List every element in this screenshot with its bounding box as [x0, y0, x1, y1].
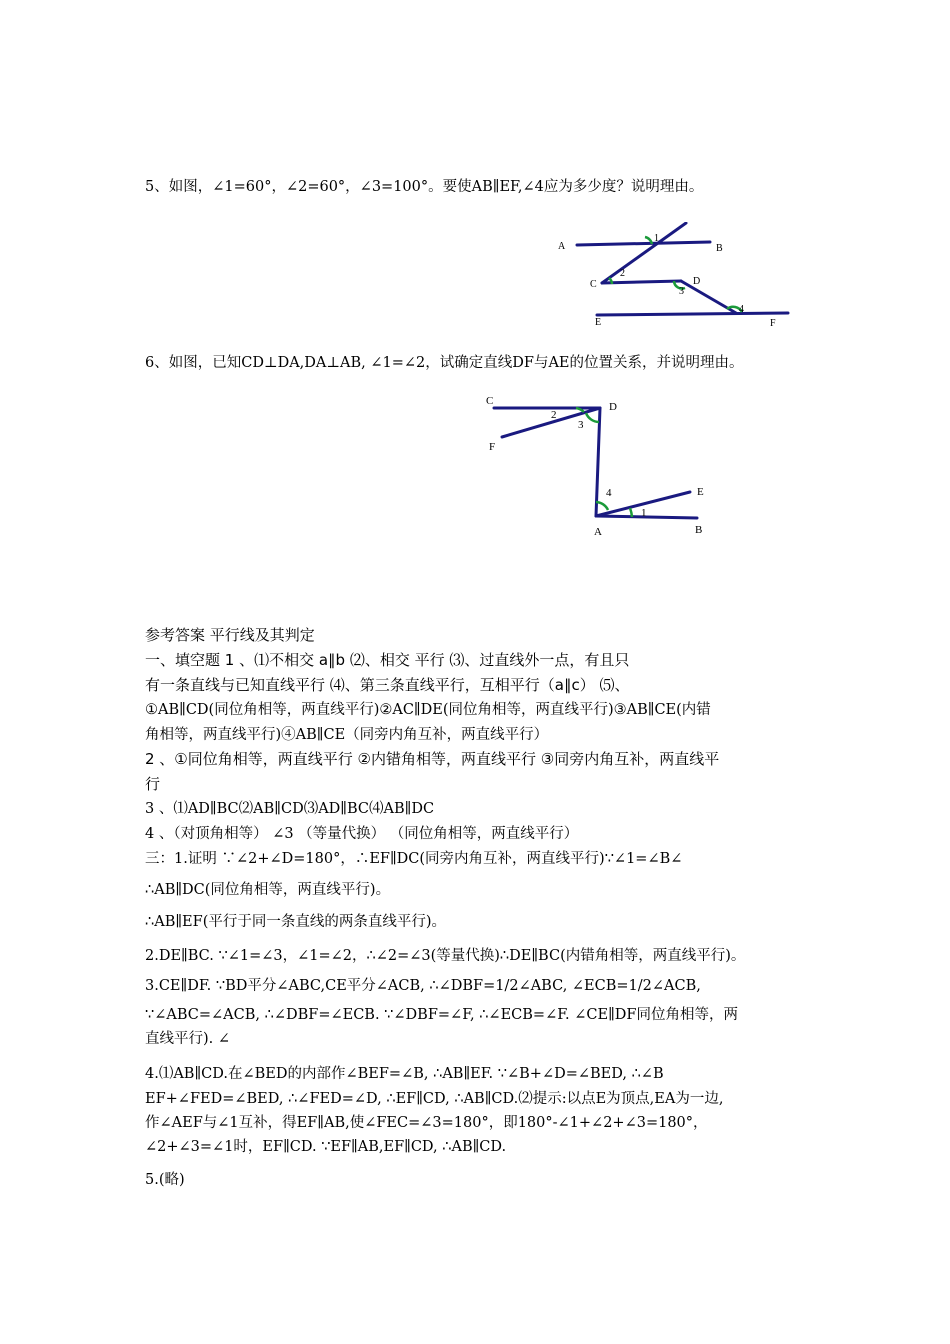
angle-3-label: 3: [679, 286, 684, 297]
answer-line: 作∠AEF与∠1互补，得EF∥AB,使∠FEC=∠3=180°，即180°-∠1+∠2+∠3=180°，: [145, 1115, 708, 1131]
answer-line: 2.DE∥BC. ∵∠1=∠3，∠1=∠2，∴∠2=∠3(等量代换)∴DE∥BC(内错角相等，两直线平行)。: [145, 948, 746, 964]
label-e: E: [595, 317, 602, 328]
label-a: A: [558, 241, 566, 252]
answer-line: 3 、⑴AD∥BC⑵AB∥CD⑶AD∥BC⑷AB∥DC: [145, 801, 435, 817]
line-ab: [577, 242, 710, 245]
segment-ab: [596, 516, 697, 518]
figure-q5: [540, 222, 790, 334]
answer-line: EF+∠FED=∠BED, ∴∠FED=∠D, ∴EF∥CD, ∴AB∥CD.⑵提示:以点E为顶点,EA为一边,: [145, 1091, 724, 1107]
question-5-text: 5、如图，∠1=60°，∠2=60°，∠3=100°。要使AB∥EF,∠4应为多少度？说明理由。: [145, 179, 704, 195]
angle-2-label: 2: [551, 409, 557, 421]
answer-line: 4 、（对顶角相等） ∠3 （等量代换） （同位角相等，两直线平行）: [145, 826, 579, 842]
angle-4-label: 4: [606, 487, 612, 499]
figure-q6: [480, 390, 720, 540]
angle-3-label: 3: [578, 419, 584, 431]
segment-cd: [602, 281, 681, 283]
answer-line: 2 、①同位角相等，两直线平行 ②内错角相等，两直线平行 ③同旁内角互补，两直线平: [145, 750, 720, 768]
answer-line: 5.(略): [145, 1172, 185, 1188]
answer-line: ∵∠ABC=∠ACB, ∴∠DBF=∠ECB. ∵∠DBF=∠F, ∴∠ECB=∠F. ∠CE∥DF同位角相等，两: [145, 1007, 738, 1023]
angle-3-arc: [586, 413, 599, 422]
label-c: C: [486, 395, 494, 407]
answer-line: 一、填空题 1 、⑴不相交 a∥b ⑵、相交 平行 ⑶、过直线外一点，有且只: [145, 651, 630, 669]
answer-line: ∴AB∥DC(同位角相等，两直线平行)。: [145, 882, 391, 898]
label-d: D: [609, 401, 617, 413]
label-d: D: [693, 276, 701, 287]
answer-line: 有一条直线与已知直线平行 ⑷、第三条直线平行，互相平行（a∥c） ⑸、: [145, 676, 630, 694]
angle-1-label: 1: [641, 507, 647, 519]
answer-line: 4.⑴AB∥CD.在∠BED的内部作∠BEF=∠B, ∴AB∥EF. ∵∠B+∠D=∠BED, ∴∠B: [145, 1066, 664, 1082]
answer-line: 行: [145, 775, 161, 793]
line-ef: [597, 313, 788, 315]
label-f: F: [770, 318, 776, 329]
answers-title: 参考答案 平行线及其判定: [145, 626, 315, 644]
answer-line: ∴AB∥EF(平行于同一条直线的两条直线平行)。: [145, 914, 447, 930]
angle-2-label: 2: [620, 268, 625, 279]
answer-line: 角相等，两直线平行)④AB∥CE（同旁内角互补，两直线平行）: [145, 727, 549, 743]
answer-line: 三：1.证明 ∵∠2+∠D=180°，∴EF∥DC(同旁内角互补，两直线平行)∵∠1=∠B∠: [145, 851, 683, 867]
answer-line: ∠2+∠3=∠1时，EF∥CD. ∵EF∥AB,EF∥CD, ∴AB∥CD.: [145, 1139, 507, 1155]
label-b: B: [716, 243, 723, 254]
angle-1-label: 1: [654, 233, 659, 244]
label-b: B: [695, 524, 703, 536]
label-f: F: [489, 441, 496, 453]
label-a: A: [594, 526, 602, 538]
segment-da: [596, 408, 600, 516]
question-6-text: 6、如图，已知CD⊥DA,DA⊥AB, ∠1=∠2，试确定直线DF与AE的位置关系，并说明理由。: [145, 355, 744, 371]
transversal-line: [602, 223, 686, 283]
label-e: E: [697, 486, 704, 498]
angle-4-label: 4: [739, 304, 744, 315]
answer-line: 3.CE∥DF. ∵BD平分∠ABC,CE平分∠ACB, ∴∠DBF=1/2∠ABC, ∠ECB=1/2∠ACB,: [145, 978, 701, 994]
answer-line: ①AB∥CD(同位角相等，两直线平行)②AC∥DE(同位角相等，两直线平行)③AB∥CE(内错: [145, 702, 711, 718]
label-c: C: [590, 279, 597, 290]
answer-line: 直线平行). ∠: [145, 1031, 231, 1047]
